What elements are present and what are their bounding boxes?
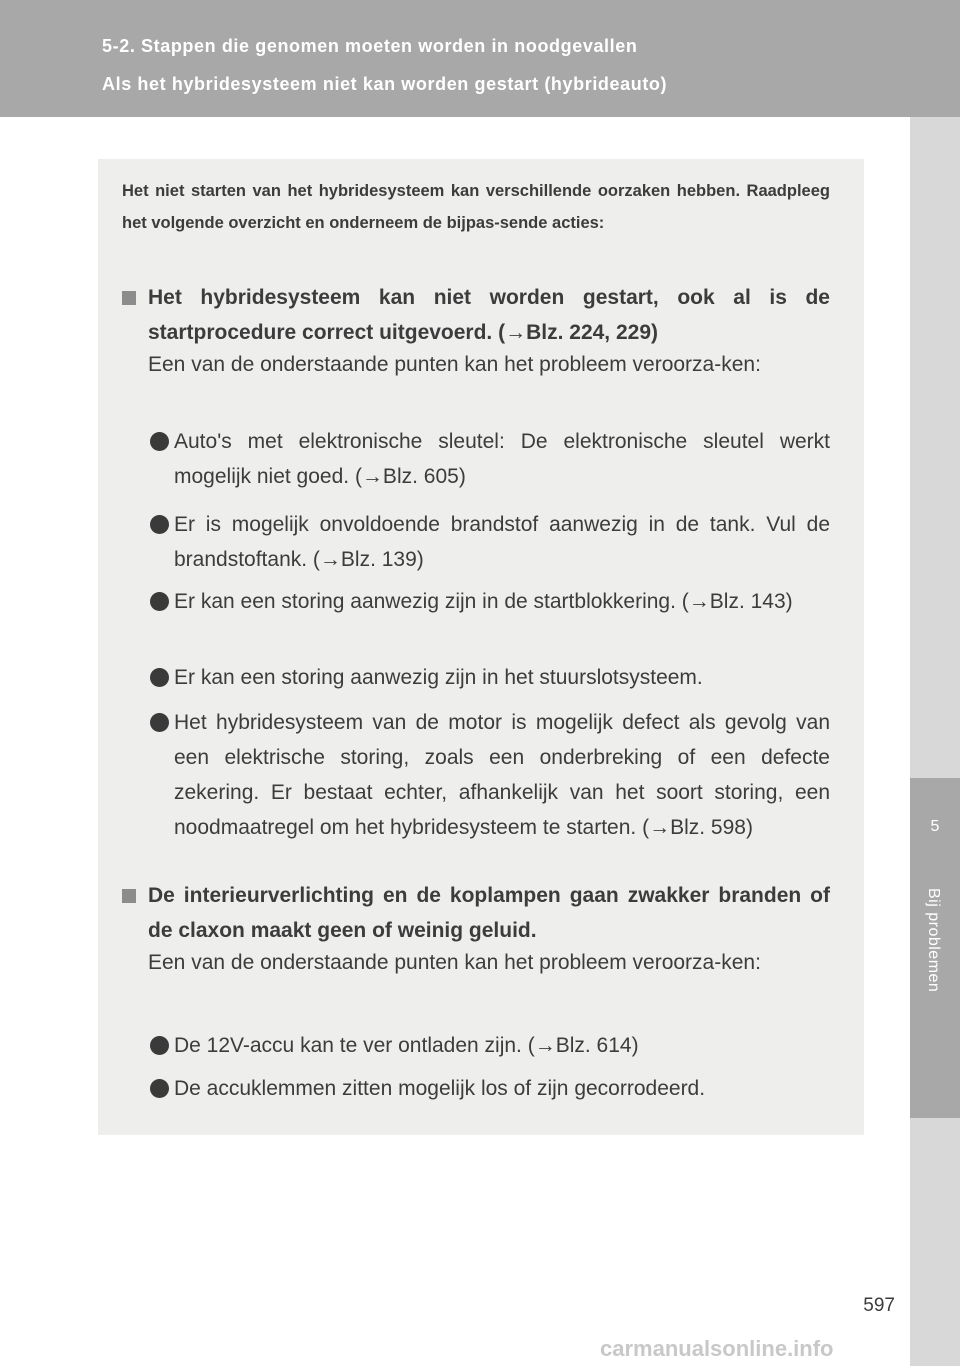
chapter-number: 5 [930,818,940,835]
list-item: De 12V-accu kan te ver ontladen zijn. (→Blz. 614) [148,1028,830,1063]
bullet-icon [150,592,169,611]
bullet-icon [150,432,169,451]
chapter-sidebar [910,117,960,1366]
square-bullet-icon [122,291,136,305]
watermark: carmanualsonline.info [600,1336,834,1361]
section-lead: Een van de onderstaande punten kan het probleem veroorza-ken: [148,353,761,376]
list-item: Het hybridesysteem van de motor is mogelijk defect als gevolg van een elektrische storing, zoals een onderbreking of een defecte zekering. Er bestaat echter, afhankelijk van het soort storing, een noodmaatregel om het hybridesysteem te starten. (→Blz. 598) [148,705,830,845]
bullet-icon [150,1079,169,1098]
page-header [0,0,960,117]
section-heading: De interieurverlichting en de koplampen gaan zwakker branden of de claxon maakt geen of weinig geluid. [122,878,830,948]
section-lead: Een van de onderstaande punten kan het probleem veroorza-ken: [148,951,761,974]
subsection-title: Als het hybridesysteem niet kan worden gestart (hybrideauto) [102,74,668,94]
section-title: 5-2. Stappen die genomen moeten worden in noodgevallen [102,36,638,56]
list-item: De accuklemmen zitten mogelijk los of zijn gecorrodeerd. [148,1071,830,1106]
bullet-icon [150,713,169,732]
bullet-icon [150,515,169,534]
section-heading: Het hybridesysteem kan niet worden gestart, ook al is de startprocedure correct uitgevoerd. (→Blz. 224, 229) [122,280,830,350]
list-item: Er kan een storing aanwezig zijn in de startblokkering. (→Blz. 143) [148,584,830,619]
page-number: 597 [863,1295,895,1316]
list-item: Auto's met elektronische sleutel: De elektronische sleutel werkt mogelijk niet goed. (→Blz. 605) [148,424,830,494]
list-item: Er kan een storing aanwezig zijn in het stuurslotsysteem. [148,660,830,695]
content-box [98,159,864,1135]
bullet-icon [150,668,169,687]
chapter-title: Bij problemen [925,888,942,993]
intro-text: Het niet starten van het hybridesysteem kan verschillende oorzaken hebben. Raadpleeg het volgende overzicht en onderneem de bijpas-sende acties: [122,182,830,232]
bullet-icon [150,1036,169,1055]
chapter-tab [910,778,960,1118]
list-item: Er is mogelijk onvoldoende brandstof aanwezig in de tank. Vul de brandstoftank. (→Blz. 139) [148,507,830,577]
square-bullet-icon [122,889,136,903]
